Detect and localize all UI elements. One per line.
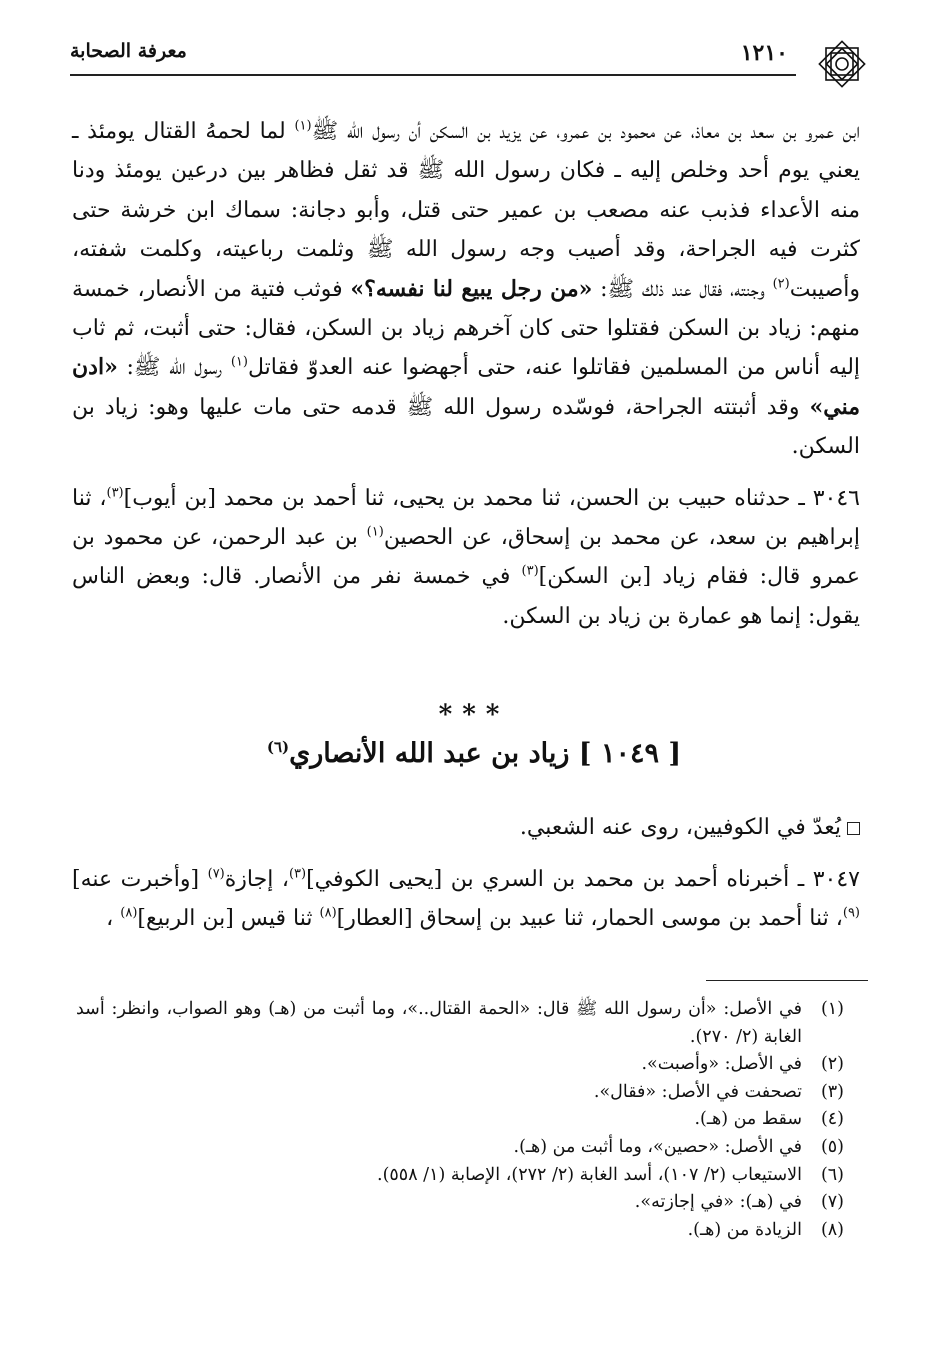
footnote: (٦) الاستيعاب (٢/ ١٠٧)، أسد الغابة (٢/ ٢٧٢)، الإصابة (١/ ٥٥٨). [377, 1164, 844, 1185]
footnote: (٥) في الأصل: «حصين»، وما أثبت من (هـ). [513, 1136, 844, 1157]
report-3047-text: ٣٠٤٧ ـ أخبرناه أحمد بن محمد بن السري بن [يحيى الكوفي]$^{(٣)}$، إجازة$^{(٧)}$ [وأخبرت عنه]$^{(٩)}$، ثنا أحمد بن موسى الحمار، ثنا عبيد بن إسحاق [العطار]$^{(٨)}$ ثنا قيس [بن الربيع]$^{(٨)}$ ، [72, 866, 860, 932]
report-3047 [72, 860, 860, 939]
footnote-ref[interactable]: (٣) [106, 485, 124, 501]
report-3046-text: ٣٠٤٦ ـ حدثناه حبيب بن الحسن، ثنا محمد بن يحيى، ثنا أحمد بن محمد [بن أيوب]$^{(٣)}$، ثنا إبراهيم بن سعد، عن محمد بن إسحاق، عن الحصين$^{(١)}$ بن عبد الرحمن، عن محمود بن عمرو قال: فقام زياد [بن السكن]$^{(٣)}$ في خمسة نفر من الأنصار. قال: وبعض الناس يقول: إنما هو عمارة بن زياد بن السكن. [72, 485, 861, 629]
footnote: (٢) في الأصل: «وأصبت». [641, 1054, 844, 1075]
footnotes [76, 996, 844, 1244]
footnote-ref[interactable]: (٣) [521, 564, 539, 580]
page-header [70, 34, 868, 86]
footnote-ref[interactable]: (٦) [266, 738, 290, 756]
star-ornament-icon [812, 34, 872, 94]
footnote-rule [706, 980, 868, 981]
footnote-ref[interactable]: (١) [294, 118, 312, 134]
footnote-ref[interactable]: (٩) [842, 906, 860, 922]
running-title: معرفة الصحابة [70, 40, 187, 62]
footnote-ref[interactable]: (٣) [288, 866, 307, 882]
footnote-ref[interactable]: (١) [366, 524, 384, 540]
footnote-ref[interactable]: (٨) [319, 906, 337, 922]
footnote: (١) في الأصل: «أن رسول الله ﷺ قال: «الحمة القتال..»، وما أثبت من (هـ) وهو الصواب، وانظر: أسد الغابة (٢/ ٢٧٠). [76, 999, 844, 1047]
footnote-ref[interactable]: (٢) [772, 276, 790, 292]
footnote: (٣) تصحفت في الأصل: «فقال». [593, 1081, 844, 1102]
square-bullet-icon [847, 822, 860, 835]
footnote-ref[interactable]: (١) [230, 355, 248, 371]
footnote-ref[interactable]: (٨) [120, 906, 138, 922]
entry-heading: [ ١٠٤٩ ] زياد بن عبد الله الأنصاري$^{(٦)}$ [266, 738, 682, 769]
entry-intro: يُعدّ في الكوفيين، روى عنه الشعبي. [72, 808, 860, 848]
footnote: (٧) في (هـ): «في إجازته». [634, 1192, 844, 1213]
header-rule [70, 74, 796, 76]
footnote: (٨) الزيادة من (هـ). [687, 1219, 844, 1240]
section-separator: *** [438, 700, 510, 730]
report-3045 [72, 112, 860, 636]
report-3045-text: ابن عمرو بن سعد بن معاذ، عن محمود بن عمرو، عن يزيد بن السكن أن رسول الله ﷺ$^{(١)}$ لما لحمهُ القتال يومئذ ـ يعني يوم أحد وخلص إليه ـ فكان رسول الله ﷺ قد ثقل فظاهر بين درعين يومئذ ودنا منه الأعداء فذبب عنه مصعب بن عمير حتى قتل، وأبو دجانة: سماك ابن خرشة حتى كثرت فيه الجراحة، وقد أصيب وجه رسول الله ﷺ وثلمت رباعيته، وكلمت شفته، وأصيبت$^{(٢)}$ وجنته، فقال عند ذلك ﷺ: «من رجل يبيع لنا نفسه؟» فوثب فتية من الأنصار، خمسة منهم: زياد بن السكن فقتلوا حتى كان آخرهم زياد بن السكن، فقال: حتى أثبت، ثم ثاب إليه أناس من المسلمين فقاتلوا عنه، حتى أجهضوا عنه العدوّ فقاتل$^{(١)}$ رسول الله ﷺ: «ادن مني» وقد أثبتته الجراحة، فوسّده رسول الله ﷺ قدمه حتى مات عليها وهو: زياد بن السكن. [72, 118, 861, 460]
footnote: (٤) سقط من (هـ). [694, 1109, 844, 1130]
page-number: ١٢١٠ [740, 40, 788, 66]
footnote-ref[interactable]: (٧) [207, 866, 225, 882]
